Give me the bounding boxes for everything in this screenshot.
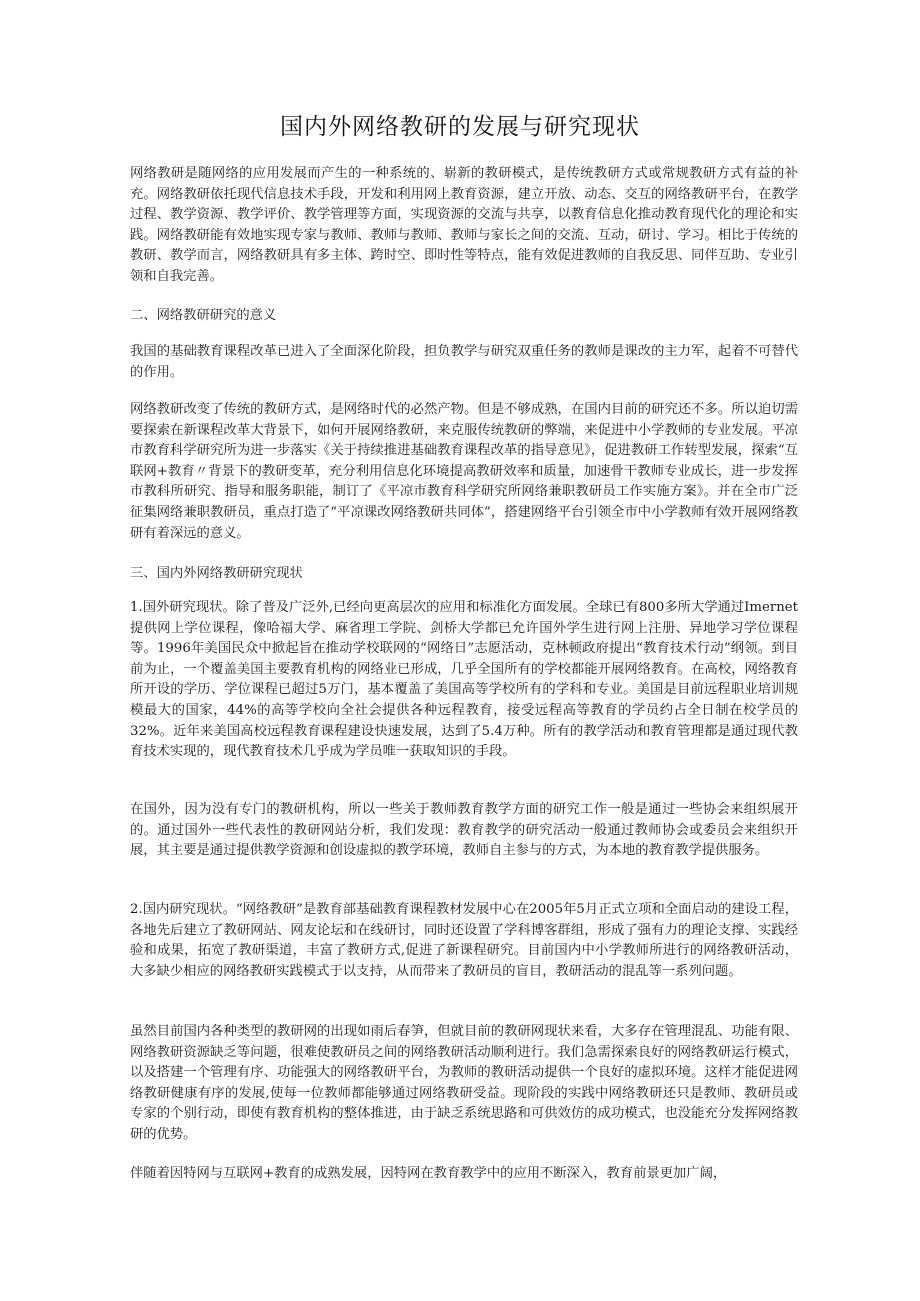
section-heading-status: 三、国内外网络教研研究现状 bbox=[130, 566, 303, 581]
paragraph-foreign-associations: 在国外，因为没有专门的教研机构，所以一些关于教师教育教学方面的研究工作一般是通过一些协会来组织展开的。通过国外一些代表性的教研网站分析，我们发现：教育教学的研究活动一般通过教师协会或委员会来组织开展，其主要是通过提供教学资源和创设虚拟的教学环境，教师自主参与的方式，为本地的教育教学提供服务。 bbox=[130, 802, 798, 859]
paragraph-domestic-problems: 虽然目前国内各种类型的教研网的出现如雨后春笋，但就目前的教研网现状来看，大多存在管理混乱、功能有限、网络教研资源缺乏等问题，很难使教研员之间的网络教研活动顺利进行。我们急需探索良好的网络教研运行模式，以及搭建一个管理有序、功能强大的网络教研平台，为教师的教研活动提供一个良好的虚拟环境。这样才能促进网络教研健康有序的发展,使每一位教师都能够通过网络教研受益。现阶段的实践中网络教研还只是教师、教研员或专家的个别行动，即使有教育机构的整体推进，由于缺乏系统思路和可供效仿的成功模式，也没能充分发挥网络教研的优势。 bbox=[130, 1024, 798, 1142]
paragraph-network-research: 网络教研改变了传统的教研方式，是网络时代的必然产物。但是不够成熟，在国内目前的研究还不多。所以迫切需要探索在新课程改革大背景下，如何开展网络教研，来克服传统教研的弊端，来促进中小学教师的专业发展。平凉市教育科学研究所为进一步落实《关于持续推进基础教育课程改革的指导意见》，促进教研工作转型发展，探索“互联网+教育〃背景下的教研变革，充分利用信息化环境提高教研效率和质量，加速骨干教师专业成长，进一步发挥市教科所研究、指导和服务职能，制订了《平凉市教育科学研究所网络兼职教研员工作实施方案》。并在全市广泛征集网络兼职教研员，重点打造了“平凉课改网络教研共同体”，搭建网络平台引领全市中小学教师有效开展网络教研有着深远的意义。 bbox=[130, 402, 798, 541]
intro-paragraph: 网络教研是随网络的应用发展而产生的一种系统的、崭新的教研模式，是传统教研方式或常规教研方式有益的补充。网络教研依托现代信息技术手段，开发和利用网上教育资源，建立开放、动态、交互的网络教研平台，在教学过程、教学资源、教学评价、教学管理等方面，实现资源的交流与共享，以教育信息化推动教育现代化的理论和实践。网络教研能有效地实现专家与教师、教师与教师、教师与家长之间的交流、互动，研讨、学习。相比于传统的教研、教学而言，网络教研具有多主体、跨时空、即时性等特点，能有效促进教师的自我反思、同伴互助、专业引领和自我完善。 bbox=[130, 166, 798, 284]
page-title: 国内外网络教研的发展与研究现状 bbox=[280, 114, 640, 140]
section-heading-significance: 二、网络教研研究的意义 bbox=[130, 308, 277, 323]
paragraph-internet-development: 伴随着因特网与互联网+教育的成熟发展，因特网在教育教学中的应用不断深入，教育前景更加广阔， bbox=[130, 1166, 727, 1181]
paragraph-reform: 我国的基础教育课程改革已进入了全面深化阶段，担负教学与研究双重任务的教师是课改的主力军，起着不可替代的作用。 bbox=[130, 344, 798, 380]
paragraph-domestic-status: 2.国内研究现状。“网络教研”是教育部基础教育课程教材发展中心在2005年5月正式立项和全面启动的建设工程，各地先后建立了教研网站、网友论坛和在线研讨，同时还设置了学科博客群组，形成了强有力的理论支撑、实践经验和成果，拓宽了教研渠道，丰富了教研方式,促进了新课程研究。目前国内中小学教师所进行的网络教研活动，大多缺少相应的网络教研实践模式于以支持，从而带来了教研员的盲目，教研活动的混乱等一系列问题。 bbox=[130, 902, 798, 979]
paragraph-foreign-status: 1.国外研究现状。除了普及广泛外,已经向更高层次的应用和标准化方面发展。全球已有800多所大学通过Imernet提供网上学位课程，像哈福大学、麻省理工学院、剑桥大学都已允许国外学生进行网上注册、异地学习学位课程等。1996年美国民众中掀起旨在推动学校联网的“网络日”志愿活动，克林顿政府提出“教育技术行动”纲领。到目前为止，一个覆盖美国主要教育机构的网络业已形成，几乎全国所有的学校都能开展网络教育。在高校，网络教育所开设的学历、学位课程已超过5万门，基本覆盖了美国高等学校所有的学科和专业。美国是目前远程职业培训规模最大的国家，44%的高等学校向全社会提供各种远程教育，接受远程高等教育的学员约占全日制在校学员的32%。近年来美国高校远程教育课程建设快速发展，达到了5.4万种。所有的教学活动和教育管理都是通过现代教育技术实现的，现代教育技术几乎成为学员唯一获取知识的手段。 bbox=[130, 600, 798, 760]
